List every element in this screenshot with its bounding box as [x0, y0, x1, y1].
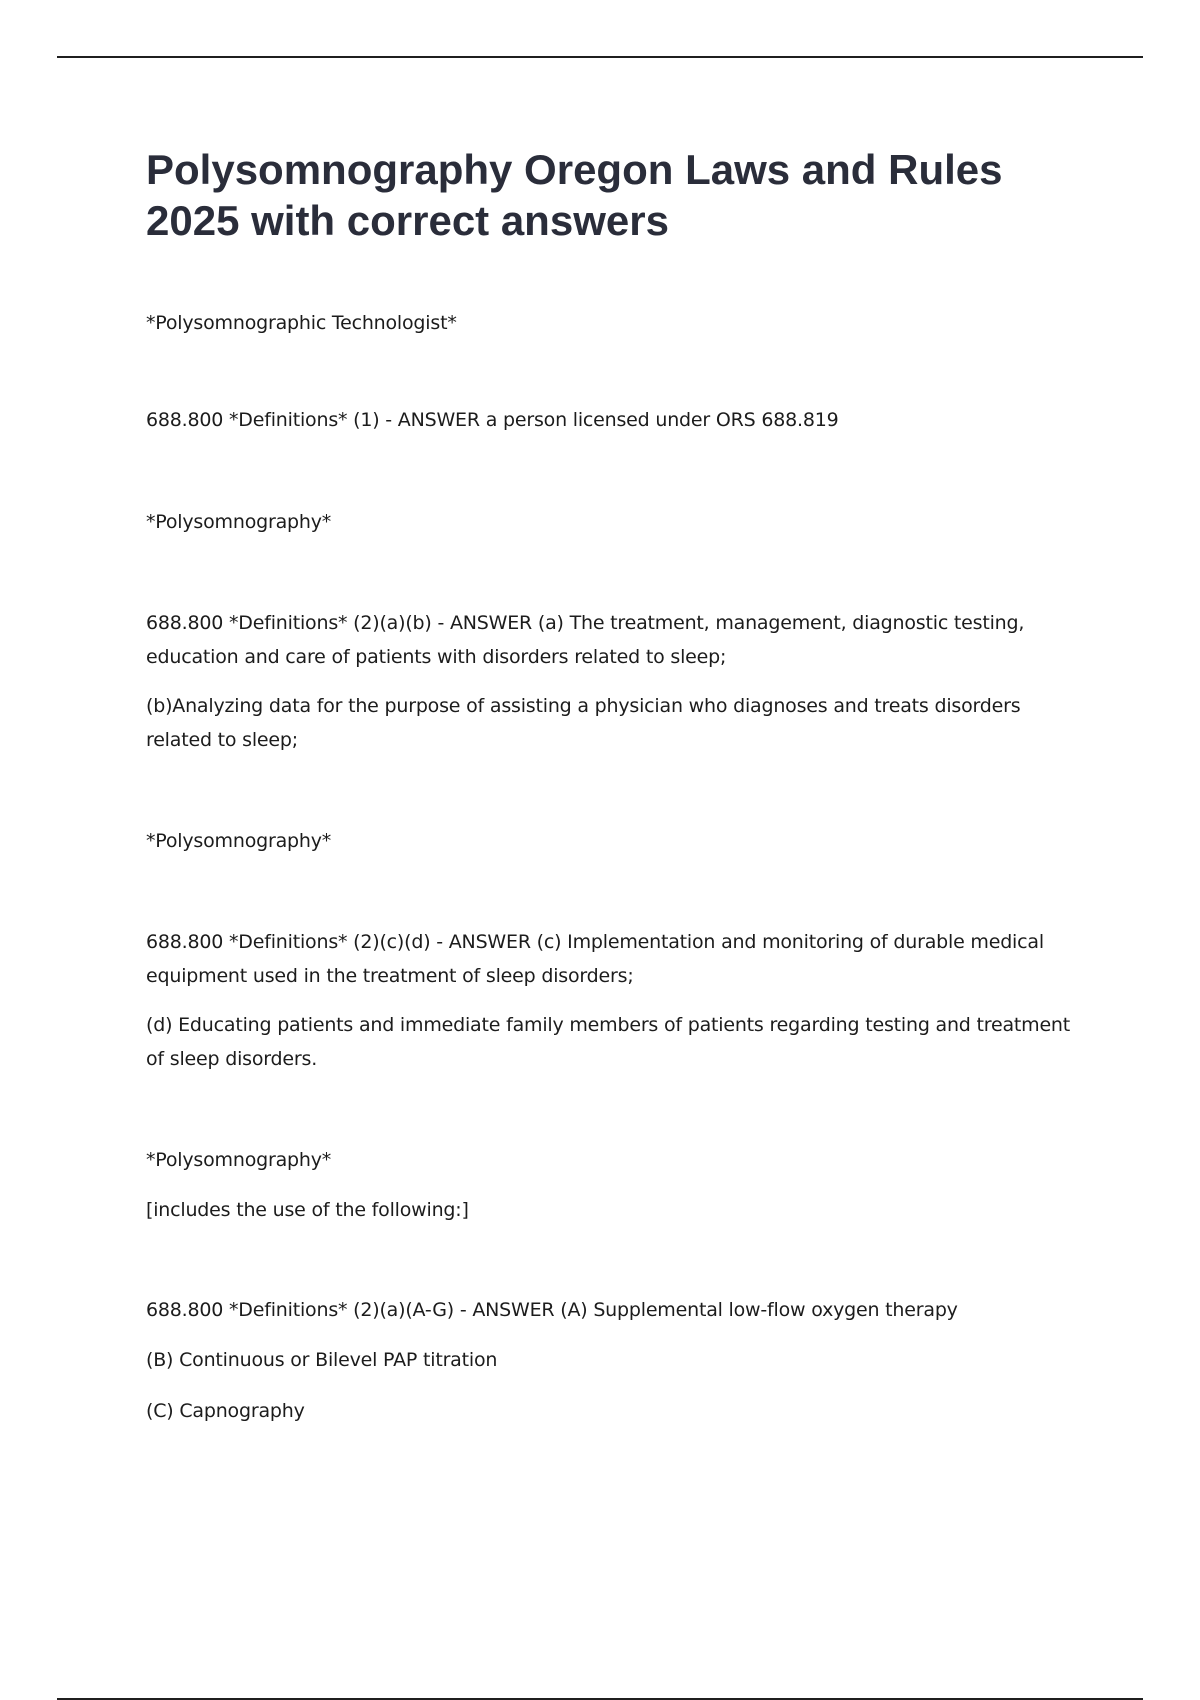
- term-heading: *Polysomnographic Technologist*: [146, 312, 457, 334]
- definition-list-item: (B) Continuous or Bilevel PAP titration: [146, 1349, 498, 1371]
- definition-list-item: (C) Capnography: [146, 1400, 305, 1422]
- term-heading: *Polysomnography*: [146, 830, 332, 852]
- term-heading: *Polysomnography*: [146, 511, 332, 533]
- term-note: [includes the use of the following:]: [146, 1199, 469, 1221]
- definition-answer: 688.800 *Definitions* (2)(a)(A-G) - ANSWER (A) Supplemental low-flow oxygen therapy: [146, 1299, 958, 1321]
- definition-answer: 688.800 *Definitions* (1) - ANSWER a person licensed under ORS 688.819: [146, 409, 839, 431]
- page-title: Polysomnography Oregon Laws and Rules 2025 with correct answers: [146, 146, 1003, 244]
- definition-answer: 688.800 *Definitions* (2)(a)(b) - ANSWER (a) The treatment, management, diagnostic testing, education and care of patients with disorders related to sleep;: [146, 612, 1025, 668]
- term-heading: *Polysomnography*: [146, 1149, 332, 1171]
- definition-answer: 688.800 *Definitions* (2)(c)(d) - ANSWER (c) Implementation and monitoring of durable medical equipment used in the treatment of sleep disorders;: [146, 931, 1044, 987]
- definition-continuation: (b)Analyzing data for the purpose of assisting a physician who diagnoses and treats disorders related to sleep;: [146, 695, 1021, 751]
- definition-continuation: (d) Educating patients and immediate family members of patients regarding testing and treatment of sleep disorders.: [146, 1014, 1071, 1070]
- top-divider: [57, 56, 1143, 58]
